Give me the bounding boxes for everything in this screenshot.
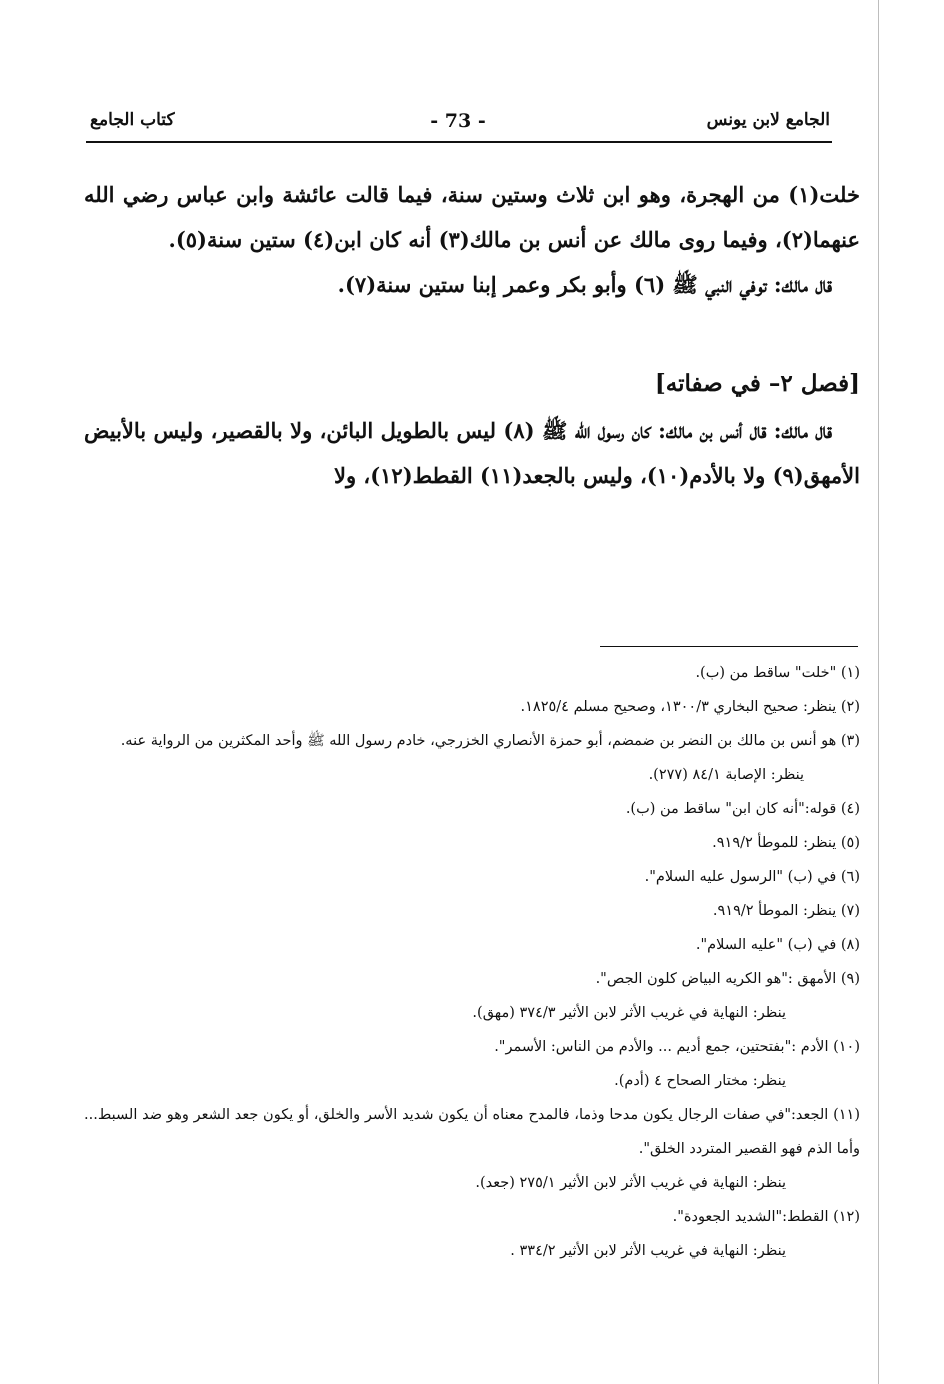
section-text bbox=[84, 408, 860, 498]
footnote-2: (٢) ينظر: صحيح البخاري ١٣٠٠/٣، وصحيح مسلم ١٨٢٥/٤. bbox=[520, 699, 860, 715]
footnote-12: (١٢) القطط:"الشديد الجعودة". bbox=[672, 1209, 860, 1225]
running-header bbox=[86, 106, 830, 136]
header-section-name: كتاب الجامع bbox=[90, 110, 175, 130]
footnote-3-reference: ينظر: الإصابة ٨٤/١ (٢٧٧). bbox=[648, 767, 804, 783]
paragraph-1: خلت(١) من الهجرة، وهو ابن ثلاث وستين سنة، فيما قالت عائشة وابن عباس رضي الله عنهما(٢)، وفيما روى مالك عن أنس بن مالك(٣) أنه كان ابن(٤) ستين سنة(٥). bbox=[84, 182, 860, 252]
footnote-12-reference: ينظر: النهاية في غريب الأثر لابن الأثير ٣٣٤/٢ . bbox=[510, 1243, 786, 1259]
footnote-1: (١) "خلت" ساقط من (ب). bbox=[695, 665, 860, 681]
footnote-9-reference: ينظر: النهاية في غريب الأثر لابن الأثير ٣٧٤/٣ (مهق). bbox=[472, 1005, 786, 1021]
section-title: [فصل ٢– في صفاته] bbox=[654, 370, 860, 397]
footnote-4: (٤) قوله:"أنه كان ابن" ساقط من (ب). bbox=[625, 801, 860, 817]
header-page-number: - 73 - bbox=[430, 110, 486, 132]
section-paragraph: قال مالك: قال أنس بن مالك: كان رسول الله ﷺ (٨) ليس بالطويل البائن، ولا بالقصير، وليس بالأبيض الأمهق(٩) ولا بالأدم(١٠)، وليس بالجعد(١١) القطط(١٢)، ولا bbox=[84, 418, 860, 488]
main-text bbox=[84, 172, 860, 307]
paragraph-2: قال مالك: توفي النبي ﷺ (٦) وأبو بكر وعمر إبنا ستين سنة(٧). bbox=[337, 272, 832, 297]
header-book-title: الجامع لابن يونس bbox=[706, 110, 830, 130]
footnote-10-reference: ينظر: مختار الصحاح ٤ (أدم). bbox=[614, 1073, 786, 1089]
footnote-9: (٩) الأمهق :"هو الكريه البياض كلون الجص". bbox=[595, 971, 860, 987]
footnote-6: (٦) في (ب) "الرسول عليه السلام". bbox=[644, 869, 860, 885]
footnote-8: (٨) في (ب) "عليه السلام". bbox=[695, 937, 860, 953]
footnote-3: (٣) هو أنس بن مالك بن النضر بن ضمضم، أبو حمزة الأنصاري الخزرجي، خادم رسول الله ﷺ وأحد المكثرين من الرواية عنه. bbox=[120, 733, 860, 749]
footnote-11-reference: ينظر: النهاية في غريب الأثر لابن الأثير ٢٧٥/١ (جعد). bbox=[475, 1175, 786, 1191]
footnote-separator bbox=[600, 646, 858, 647]
footnotes bbox=[84, 656, 860, 1268]
header-rule bbox=[86, 141, 832, 143]
footnote-11: (١١) الجعد:"في صفات الرجال يكون مدحا وذما، فالمدح معناه أن يكون شديد الأسر والخلق، أو يكون جعد الشعر وهو ضد السبط... وأما الذم فهو القصير المتردد الخلق". bbox=[84, 1107, 860, 1157]
footnote-7: (٧) ينظر: الموطأ ٩١٩/٢. bbox=[712, 903, 860, 919]
footnote-5: (٥) ينظر: للموطأ ٩١٩/٢. bbox=[712, 835, 860, 851]
page-edge-line bbox=[878, 0, 879, 1384]
footnote-10: (١٠) الأدم :"بفتحتين، جمع أديم ... والأدم من الناس: الأسمر". bbox=[494, 1039, 860, 1055]
